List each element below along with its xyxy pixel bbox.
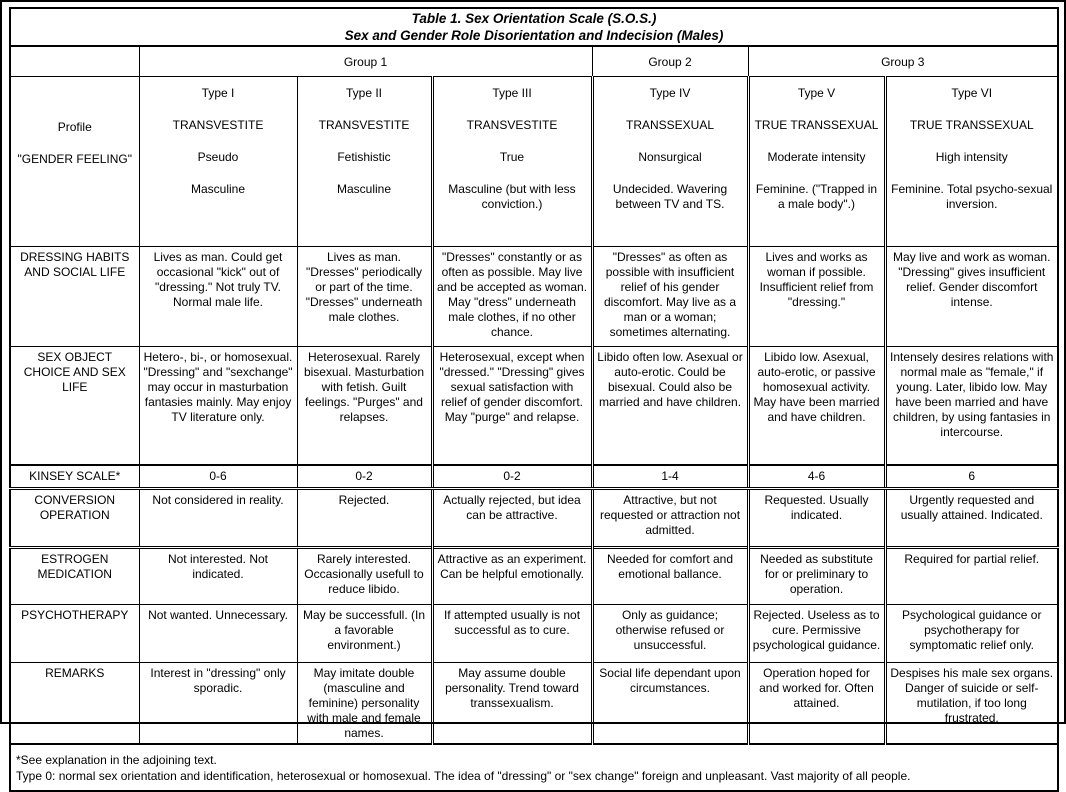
- type-name: TRANSVESTITE: [318, 118, 410, 132]
- cell: Rejected. Useless as to cure. Permissive psychological guidance.: [748, 605, 885, 663]
- conversion-operation-row: [10, 489, 1058, 548]
- type-feeling: Feminine. Total psycho-sexual inversion.: [891, 182, 1053, 211]
- cell: Lives and works as woman if possible. Insufficient relief from "dressing.": [748, 247, 885, 347]
- dressing-habits-row: [10, 247, 1058, 347]
- row-label-profile: [10, 77, 139, 247]
- cell: Libido often low. Asexual or auto-erotic. Could be bisexual. Could also be married and have children.: [592, 347, 748, 466]
- cell: Psychological guidance or psychotherapy for symptomatic relief only.: [885, 605, 1058, 663]
- cell: Attractive as an experiment. Can be helpful emotionally.: [432, 548, 592, 605]
- cell: Attractive, but not requested or attraction not admitted.: [592, 489, 748, 548]
- profile-cell-type-ii: [297, 77, 432, 247]
- type-feeling: Masculine (but with less conviction.): [448, 182, 576, 211]
- cell: 1-4: [592, 465, 748, 489]
- type-subtype: Fetishistic: [337, 150, 391, 164]
- cell: 0-2: [297, 465, 432, 489]
- profile-cell-type-i: [139, 77, 297, 247]
- type-header: Type IV: [649, 86, 691, 100]
- cell: May be successfull. (In a favorable environment.): [297, 605, 432, 663]
- cell: 4-6: [748, 465, 885, 489]
- cell: Only as guidance; otherwise refused or unsuccessful.: [592, 605, 748, 663]
- cell: May live and work as woman. "Dressing" gives insufficient relief. Gender discomfort intense.: [885, 247, 1058, 347]
- type-subtype: High intensity: [935, 150, 1008, 164]
- cell: Not considered in reality.: [139, 489, 297, 548]
- profile-row: [10, 77, 1058, 247]
- cell: "Dresses" as often as possible with insufficient relief of his gender discomfort. May live as a man or a woman; sometimes alternating.: [592, 247, 748, 347]
- type-feeling: Masculine: [336, 182, 392, 196]
- title-row: [10, 8, 1058, 46]
- type-name: TRANSVESTITE: [466, 118, 558, 132]
- cell: Needed as substitute for or preliminary to operation.: [748, 548, 885, 605]
- type-name: TRUE TRANSSEXUAL: [909, 118, 1034, 132]
- cell: Not wanted. Unnecessary.: [139, 605, 297, 663]
- footnotes: [10, 744, 1058, 791]
- table-title-line2: Sex and Gender Role Disorientation and Indecision (Males): [344, 28, 724, 43]
- cell: Intensely desires relations with normal male as "female," if young. Later, libido low. May have been married and have children, by using fantasies in intercourse.: [885, 347, 1058, 466]
- type-header: Type VI: [951, 86, 993, 100]
- cell: Actually rejected, but idea can be attractive.: [432, 489, 592, 548]
- profile-cell-type-v: [748, 77, 885, 247]
- cell: Rejected.: [297, 489, 432, 548]
- footnote-line1: *See explanation in the adjoining text.: [16, 753, 217, 767]
- table-title: [10, 8, 1058, 46]
- row-label-kinsey-scale: KINSEY SCALE*: [10, 465, 139, 489]
- cell: 0-6: [139, 465, 297, 489]
- footnote-line2: Type 0: normal sex orientation and identification, heterosexual or homosexual. The idea of "dressing" or "sex change" foreign and unpleasant. Vast majority of all people.: [16, 769, 911, 783]
- profile-label-line2: "GENDER FEELING": [17, 152, 133, 166]
- cell: Hetero-, bi-, or homosexual. "Dressing" and "sexchange" may occur in masturbation fantasies mainly. May enjoy TV literature only.: [139, 347, 297, 466]
- type-name: TRUE TRANSSEXUAL: [754, 118, 879, 132]
- type-feeling: Feminine. ("Trapped in a male body".): [755, 182, 878, 211]
- group-1-header: Group 1: [139, 46, 592, 77]
- type-name: TRANSSEXUAL: [625, 118, 715, 132]
- row-label-conversion-operation: CONVERSION OPERATION: [10, 489, 139, 548]
- type-subtype: True: [499, 150, 525, 164]
- kinsey-scale-row: [10, 465, 1058, 489]
- type-feeling: Masculine: [190, 182, 246, 196]
- group-2-header: Group 2: [592, 46, 748, 77]
- type-feeling: Undecided. Wavering between TV and TS.: [612, 182, 728, 211]
- type-subtype: Nonsurgical: [638, 150, 702, 164]
- estrogen-medication-row: [10, 548, 1058, 605]
- type-header: Type III: [492, 86, 532, 100]
- profile-cell-type-vi: [885, 77, 1058, 247]
- type-name: TRANSVESTITE: [172, 118, 264, 132]
- row-label-remarks: REMARKS: [10, 663, 139, 745]
- type-header: Type I: [201, 86, 235, 100]
- cell: Rarely interested. Occasionally usefull to reduce libido.: [297, 548, 432, 605]
- cell: Needed for comfort and emotional ballance.: [592, 548, 748, 605]
- cell: Requested. Usually indicated.: [748, 489, 885, 548]
- type-header: Type II: [345, 86, 383, 100]
- row-label-psychotherapy: PSYCHOTHERAPY: [10, 605, 139, 663]
- cell: May imitate double (masculine and feminine) personality with male and female names.: [297, 663, 432, 745]
- group-3-header: Group 3: [748, 46, 1058, 77]
- row-label-sex-object: SEX OBJECT CHOICE AND SEX LIFE: [10, 347, 139, 466]
- remarks-row: [10, 663, 1058, 745]
- cell: May assume double personality. Trend toward transsexualism.: [432, 663, 592, 745]
- cell: "Dresses" constantly or as often as possible. May live and be accepted as woman. May "dress" underneath male clothes, if no other chance.: [432, 247, 592, 347]
- cell: Heterosexual, except when "dressed." "Dressing" gives sexual satisfaction with relief of gender discomfort. May "purge" and relapse.: [432, 347, 592, 466]
- type-subtype: Pseudo: [197, 150, 239, 164]
- cell: Interest in "dressing" only sporadic.: [139, 663, 297, 745]
- type-header: Type V: [797, 86, 836, 100]
- cell: Required for partial relief.: [885, 548, 1058, 605]
- psychotherapy-row: [10, 605, 1058, 663]
- footnotes-row: [10, 744, 1058, 791]
- corner-cell: [10, 46, 139, 77]
- row-label-estrogen-medication: ESTROGEN MEDICATION: [10, 548, 139, 605]
- sos-table: [9, 7, 1059, 792]
- sex-object-row: [10, 347, 1058, 466]
- profile-label-line1: Profile: [57, 120, 92, 134]
- cell: 6: [885, 465, 1058, 489]
- cell: 0-2: [432, 465, 592, 489]
- cell: Social life dependant upon circumstances.: [592, 663, 748, 745]
- cell: Lives as man. "Dresses" periodically or part of the time. "Dresses" underneath male clothes.: [297, 247, 432, 347]
- cell: If attempted usually is not successful as to cure.: [432, 605, 592, 663]
- cell: Libido low. Asexual, auto-erotic, or passive homosexual activity. May have been married and have children.: [748, 347, 885, 466]
- type-subtype: Moderate intensity: [767, 150, 866, 164]
- profile-cell-type-iii: [432, 77, 592, 247]
- cell: Operation hoped for and worked for. Often attained.: [748, 663, 885, 745]
- cell: Lives as man. Could get occasional "kick" out of "dressing." Not truly TV. Normal male life.: [139, 247, 297, 347]
- profile-cell-type-iv: [592, 77, 748, 247]
- group-header-row: [10, 46, 1058, 77]
- cell: Despises his male sex organs. Danger of suicide or self-mutilation, if too long frustrated.: [885, 663, 1058, 745]
- cell: Urgently requested and usually attained. Indicated.: [885, 489, 1058, 548]
- cell: Not interested. Not indicated.: [139, 548, 297, 605]
- table-title-line1: Table 1. Sex Orientation Scale (S.O.S.): [411, 11, 657, 26]
- cell: Heterosexual. Rarely bisexual. Masturbation with fetish. Guilt feelings. "Purges" and relapses.: [297, 347, 432, 466]
- row-label-dressing-habits: DRESSING HABITS AND SOCIAL LIFE: [10, 247, 139, 347]
